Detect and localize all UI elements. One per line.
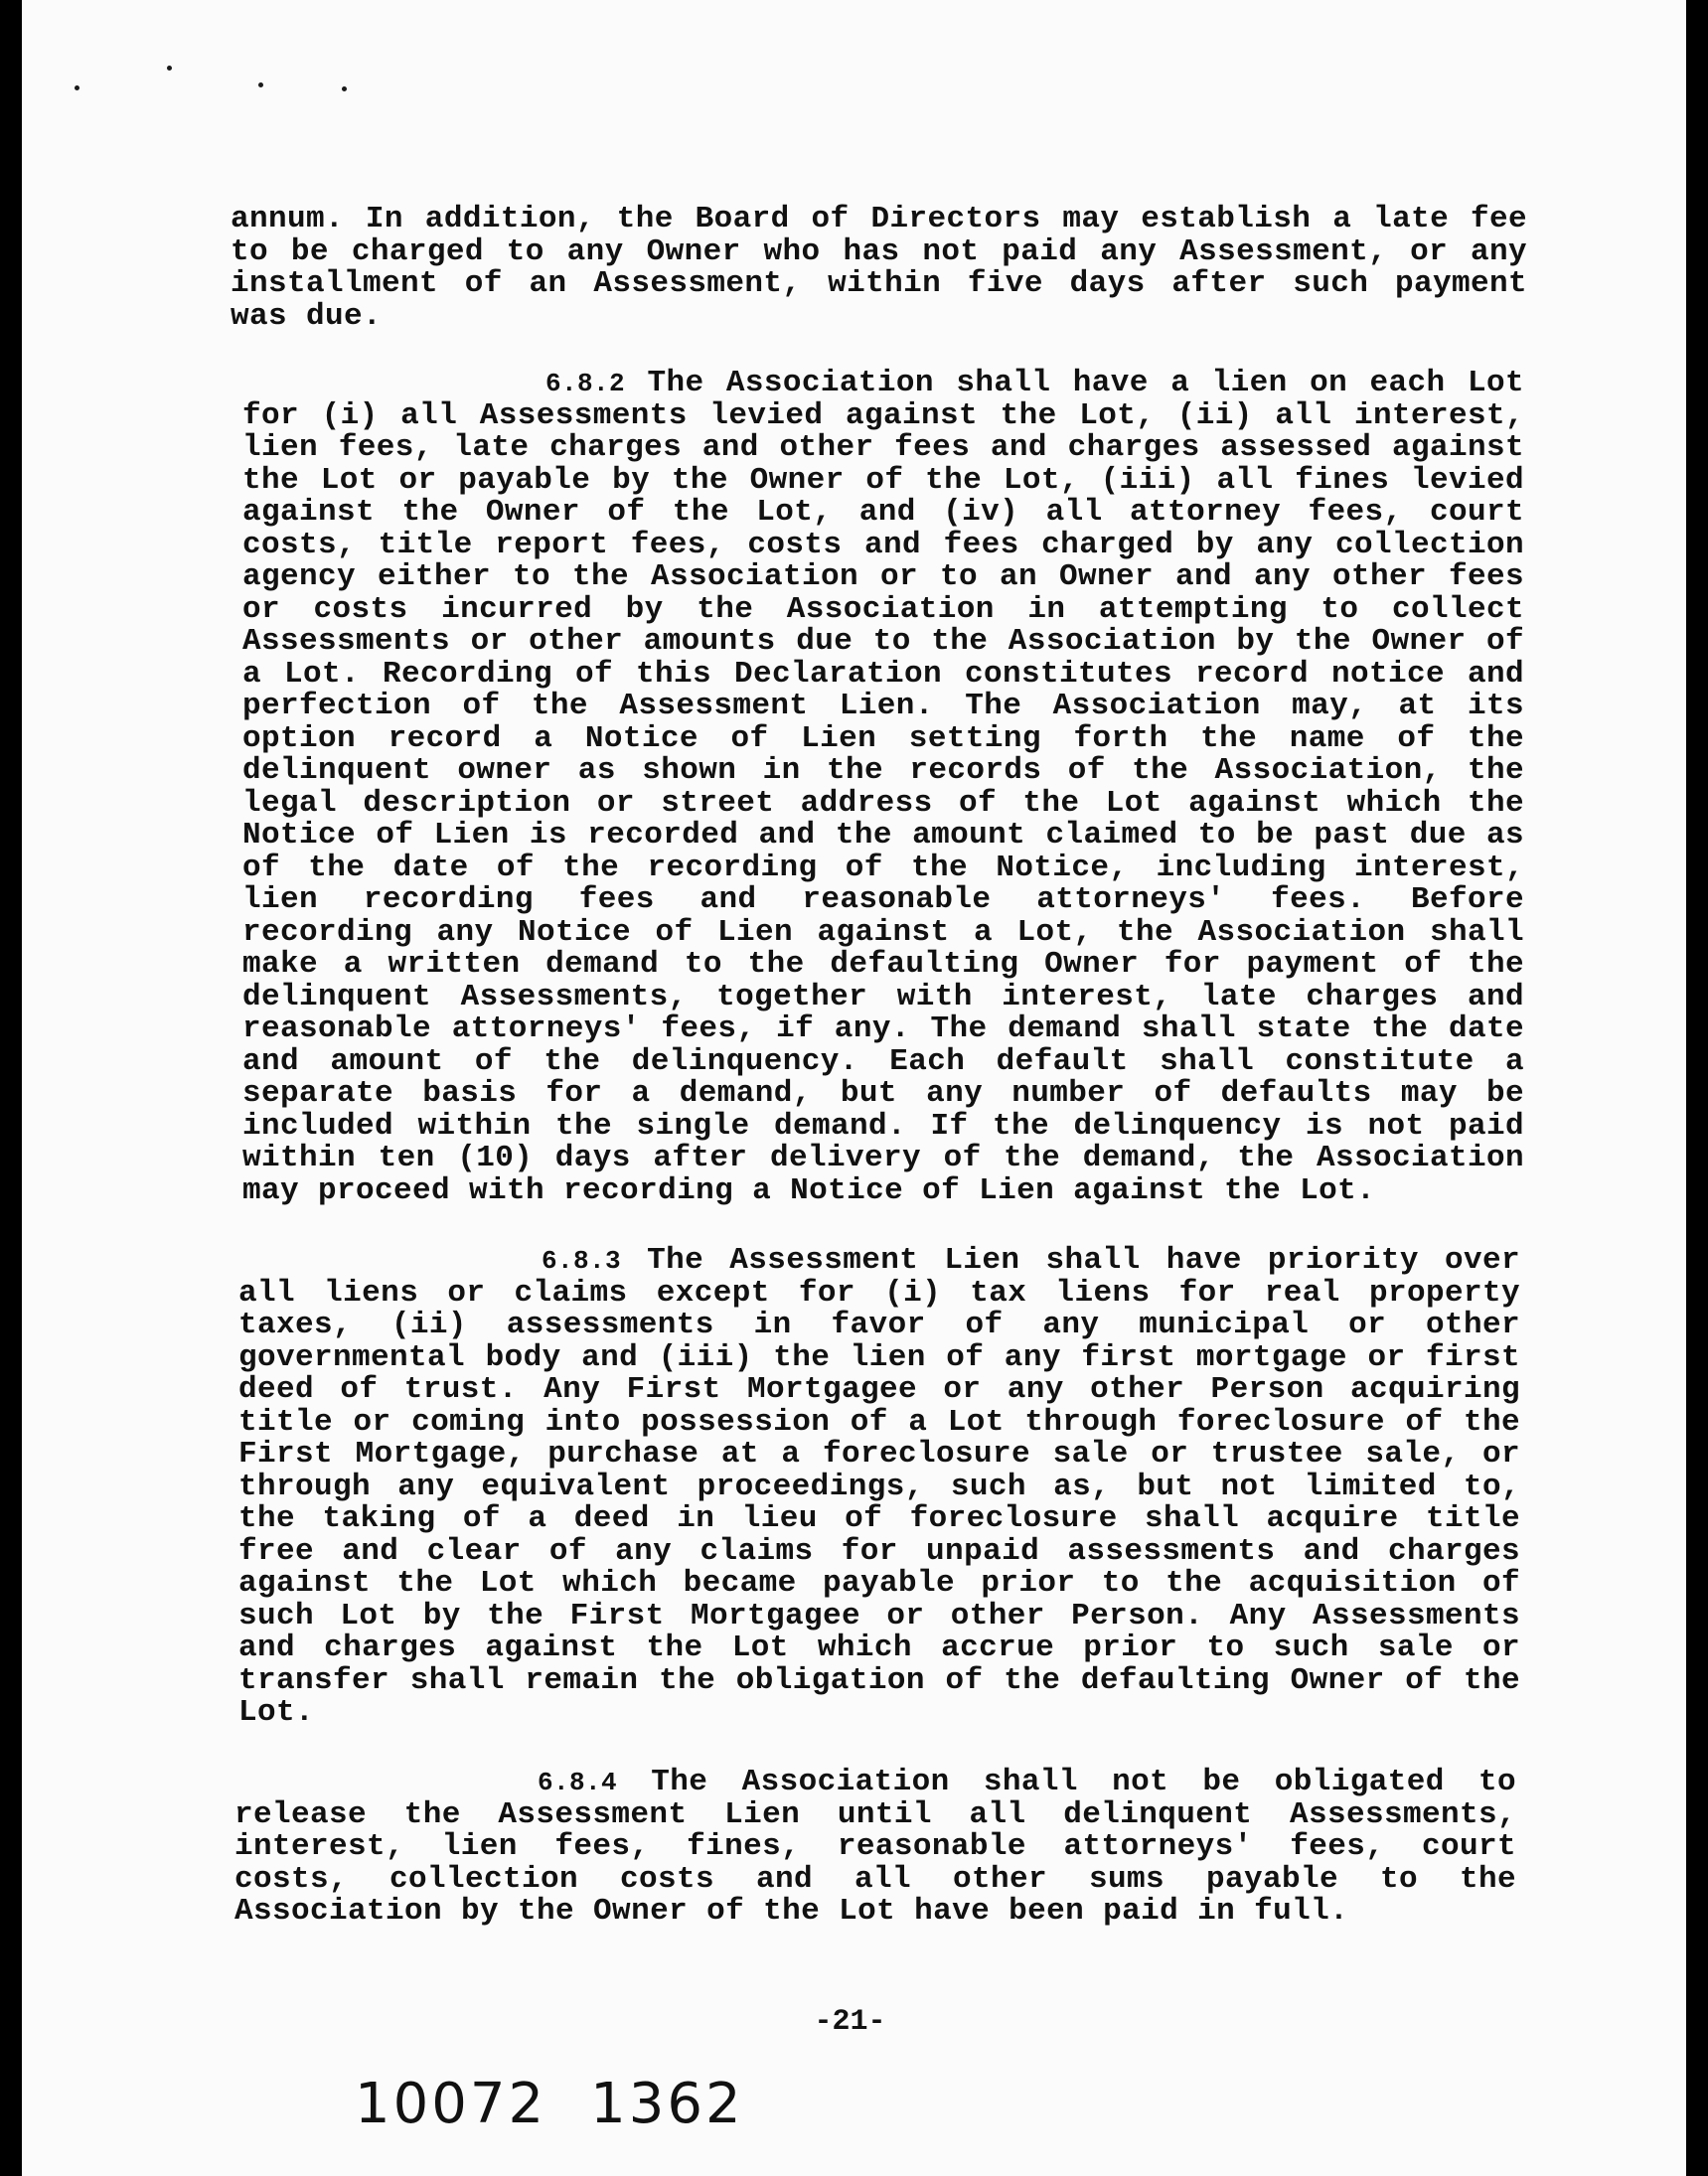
paragraph-text [242, 368, 1524, 1207]
paragraph-text [234, 1767, 1516, 1929]
document-stamp [355, 2072, 744, 2136]
scan-speck [75, 85, 79, 90]
section-number: 6.8.2 [545, 369, 626, 398]
paragraph-text [238, 1245, 1520, 1730]
section-body: The Association shall not be obligated to release the Assessment Lien until all delinquent Assessments, interest, lien fees, fines, reasonable attorneys' fees, court costs, collection costs and all other sums payable to the Association by the Owner of the Lot have been paid in full. [234, 1765, 1517, 1929]
section-body: The Association shall have a lien on each Lot for (i) all Assessments levied against the Lot, (ii) all interest, lien fees, late charges and other fees and charges assessed against the Lot or payable by the Owner of the Lot, (iii) all fines levied against the Owner of the Lot, and (iv) all attorney fees, court costs, title report fees, costs and fees charged by any collection agency either to the Association or to an Owner and any other fees or costs incurred by the Association in attempting to collect Assessments or other amounts due to the Association by the Owner of a Lot. Recording of this Declaration constitutes record notice and perfection of the Assessment Lien. The Association may, at its option record a Notice of Lien setting forth the name of the delinquent owner as shown in the records of the Association, the legal description or street address of the Lot against which the Notice of Lien is recorded and the amount claimed to be past due as of the date of the recording of the Notice, including interest, lien recording fees and reasonable attorneys' fees. Before recording any Notice of Lien against a Lot, the Association shall make a written demand to the defaulting Owner for payment of the delinquent Assessments, together with interest, late charges and reasonable attorneys' fees, if any. The demand shall state the date and amount of the delinquency. Each default shall constitute a separate basis for a demand, but any number of defaults may be included within the single demand. If the delinquency is not paid within ten (10) days after delivery of the demand, the Association may proceed with recording a Notice of Lien against the Lot. [242, 366, 1524, 1208]
scan-speck [167, 66, 172, 71]
paragraph-continued [231, 204, 1527, 333]
section-number: 6.8.3 [542, 1246, 622, 1276]
stamp-book-number: 10072 [355, 2072, 547, 2136]
section-6-8-4 [234, 1767, 1516, 1929]
section-body: The Assessment Lien shall have priority over all liens or claims except for (i) tax liens for real property taxes, (ii) assessments in favor of any municipal or other governmental body and (iii) the lien of any first mortgage or first deed of trust. Any First Mortgagee or any other Person acquiring title or coming into possession of a Lot through foreclosure of the First Mortgage, purchase at a foreclosure sale or trustee sale, or through any equivalent proceedings, such as, but not limited to, the taking of a deed in lieu of foreclosure shall acquire title free and clear of any claims for unpaid assessments and charges against the Lot which became payable prior to the acquisition of such Lot by the First Mortgagee or other Person. Any Assessments and charges against the Lot which accrue prior to such sale or transfer shall remain the obligation of the defaulting Owner of the Lot. [238, 1243, 1520, 1730]
page-number: -21- [814, 2005, 886, 2039]
section-6-8-2 [242, 368, 1524, 1207]
scan-speck [258, 82, 263, 87]
section-6-8-3 [238, 1245, 1520, 1730]
scan-speck [342, 86, 347, 91]
paragraph-text: annum. In addition, the Board of Directors may establish a late fee to be charged to any Owner who has not paid any Assessment, or any installment of an Assessment, within five days after such payment was due. [231, 202, 1527, 334]
document-page [22, 0, 1686, 2176]
stamp-page-number: 1362 [590, 2072, 744, 2136]
section-number: 6.8.4 [538, 1768, 618, 1797]
